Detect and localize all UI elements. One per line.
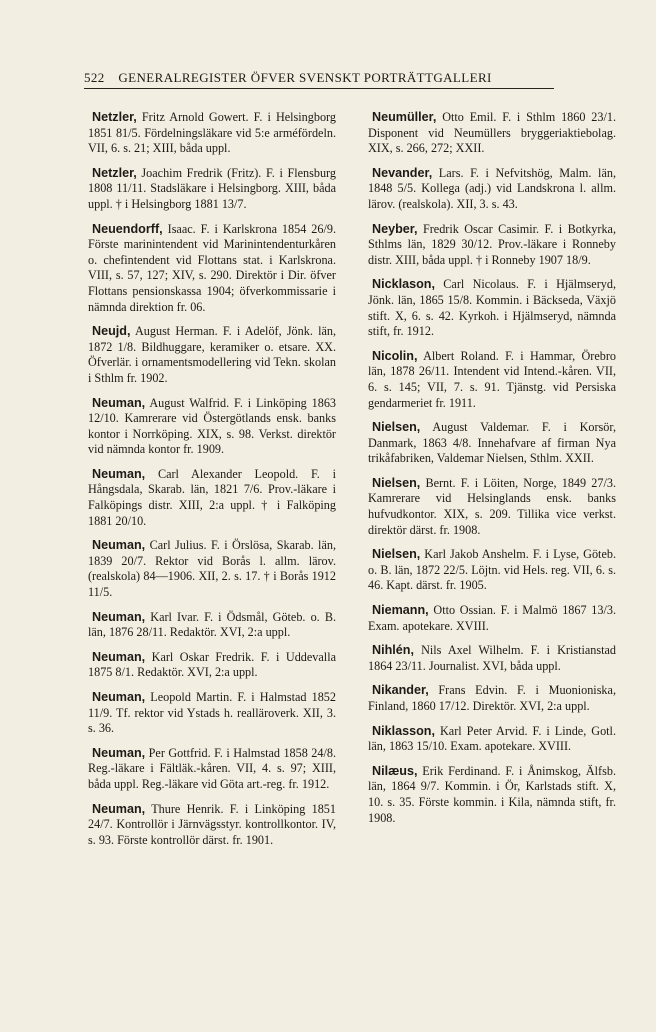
entry-surname: Neuman, (92, 609, 146, 624)
entry-surname: Neuman, (92, 466, 146, 481)
register-entry (368, 476, 616, 538)
entry-surname: Neuman, (92, 745, 146, 760)
entry-text: Carl Alexander Leopold. F. i Hångsdala, Skarab. län, 1821 7/6. Prov.-läkare i Falköpings distr. XIII, 2:a uppl. † i Falköping 1881 20/10. (88, 466, 336, 528)
register-entry (88, 396, 336, 458)
entry-surname: Neuman, (92, 690, 146, 704)
entry-text: Karl Peter Arvid. F. i Linde, Gotl. län, 1863 15/10. Exam. apotekare. XVIII. (368, 723, 616, 754)
entry-surname: Nevander, (372, 165, 433, 180)
entry-surname: Neyber, (372, 221, 418, 236)
register-entry (88, 802, 336, 849)
register-entry (88, 538, 336, 600)
page-number: 522 (84, 70, 105, 85)
left-column (88, 110, 336, 857)
entry-text: August Walfrid. F. i Linköping 1863 12/10. Kamrerare vid Östergötlands ensk. banks kontor i Norrköping. XIX, s. 98. Verkst. direktör vid nämnda kontor fr. 1909. (88, 395, 336, 457)
page-title: GENERALREGISTER ÖFVER SVENSKT PORTRÄTTGALLERI (118, 70, 492, 85)
register-entry (368, 724, 616, 755)
entry-surname: Niklasson, (372, 723, 435, 738)
entry-surname: Neuman, (92, 538, 146, 553)
register-entry (88, 610, 336, 641)
entry-surname: Netzler, (92, 110, 137, 124)
entry-surname: Nilæus, (372, 763, 418, 778)
entry-text: Thure Henrik. F. i Linköping 1851 24/7. Kontrollör i Järnvägsstyr. kontrollkontor. IV, s. 93. Förste kontrollör därst. fr. 1901. (88, 801, 336, 847)
entry-text: Leopold Martin. F. i Halmstad 1852 11/9. Tf. rektor vid Ystads h. realläroverk. XII, 3. s. 36. (88, 690, 336, 736)
entry-surname: Neujd, (92, 324, 131, 339)
register-entry (368, 349, 616, 411)
entry-text: Karl Ivar. F. i Ödsmål, Göteb. o. B. län, 1876 28/11. Redaktör. XVI, 2:a uppl. (88, 609, 336, 640)
register-entry (368, 603, 616, 634)
entry-surname: Neumüller, (372, 110, 437, 124)
page-header (84, 70, 554, 86)
register-entry (88, 650, 336, 681)
register-entry (368, 547, 616, 594)
register-entry (88, 222, 336, 316)
entry-text: Erik Ferdinand. F. i Ånimskog, Älfsb. län, 1864 9/7. Kommin. i Ör, Karlstads stift. X, 10. s. 35. Förste kommin. i Kila, nämnda stift, fr. 1908. (368, 763, 616, 825)
register-entry (368, 222, 616, 269)
entry-text: Per Gottfrid. F. i Halmstad 1858 24/8. Reg.-läkare i Fältläk.-kåren. VII, 4. s. 97; XIII, båda uppl. Reg.-läkare vid Göta art.-reg. fr. 1912. (88, 745, 336, 791)
entry-surname: Nielsen, (372, 420, 421, 435)
register-entry (88, 110, 336, 157)
register-entry (88, 166, 336, 213)
entry-text: Otto Ossian. F. i Malmö 1867 13/3. Exam. apotekare. XVIII. (368, 603, 616, 633)
entry-text: August Herman. F. i Adelöf, Jönk. län, 1872 1/8. Bildhuggare, keramiker o. etsare. XX. Öfverlär. i ornamentsmodellering vid Tekn. skolan i Sthlm fr. 1902. (88, 324, 336, 385)
entry-surname: Nicolin, (372, 348, 418, 363)
register-entry (88, 467, 336, 529)
entry-surname: Nielsen, (372, 475, 421, 490)
register-entry (88, 746, 336, 793)
entry-text: Carl Julius. F. i Örslösa, Skarab. län, 1839 20/7. Rektor vid Borås l. allm. lärov. (realskola) 84—1906. XII, 2. s. 17. † i Borås 1912 11/5. (88, 538, 336, 600)
right-column (368, 110, 616, 835)
entry-text: Fritz Arnold Gowert. F. i Helsingborg 1851 81/5. Fördelningsläkare vid 5:e arméfördeln. VII, 6. s. 21; XIII, båda uppl. (88, 110, 336, 156)
entry-text: Karl Jakob Anshelm. F. i Lyse, Göteb. o. B. län, 1872 22/5. Löjtn. vid Hels. reg. VII, 6. s. 46. Kapt. därst. fr. 1905. (368, 547, 616, 593)
register-entry (368, 643, 616, 674)
entry-text: Bernt. F. i Löiten, Norge, 1849 27/3. Kamrerare vid Helsinglands ensk. banks hufvudkontor. XIX, s. 209. Tillika vice verkst. direktör därst. fr. 1908. (368, 475, 616, 537)
register-entry (368, 420, 616, 467)
register-entry (88, 690, 336, 737)
entry-surname: Neuman, (92, 649, 146, 664)
entry-text: Joachim Fredrik (Fritz). F. i Flensburg 1808 11/11. Stadsläkare i Helsingborg. XIII, båda uppl. † i Helsingborg 1881 13/7. (88, 165, 336, 211)
register-entry (88, 324, 336, 386)
entry-surname: Neuendorff, (92, 221, 163, 236)
entry-text: Carl Nicolaus. F. i Hjälmseryd, Jönk. län, 1865 15/8. Kommin. i Bäckseda, Växjö stift. X, 6. s. 42. Kyrkoh. i Hjälmseryd, nämnda stift, fr. 1912. (368, 277, 616, 339)
entry-text: Isaac. F. i Karlskrona 1854 26/9. Förste marinintendent vid Marinintendenturkåren o. chefintendent vid Flottans stat. i Karlskrona. VIII, s. 57, 127; XIV, s. 290. Direktör i Dir. öfver Flottans pensionskassa 1904; öfverkommissarie i nämnda direktion fr. 06. (88, 221, 336, 314)
entry-text: Otto Emil. F. i Sthlm 1860 23/1. Disponent vid Neumüllers bryggeriaktiebolag. XIX, s. 266, 272; XXII. (368, 110, 616, 156)
entry-text: August Valdemar. F. i Korsör, Danmark, 1863 4/8. Innehafvare af firman Nya trikåfabriken, Valdemar Nielsen, Sthlm. XXII. (368, 420, 616, 466)
entry-surname: Niemann, (372, 603, 429, 618)
register-entry (368, 166, 616, 213)
entry-text: Nils Axel Wilhelm. F. i Kristianstad 1864 23/11. Journalist. XVI, båda uppl. (368, 643, 616, 673)
register-entry (368, 683, 616, 714)
entry-surname: Nicklason, (372, 277, 435, 292)
entry-text: Albert Roland. F. i Hammar, Örebro län, 1878 26/11. Intendent vid Intend.-kåren. VII, 6. s. 145; VII, 7. s. 91. Tjänstg. vid Persiska gendarmeriet fr. 1911. (368, 348, 616, 410)
entry-surname: Neuman, (92, 395, 146, 410)
header-rule (84, 88, 554, 89)
entry-text: Frans Edvin. F. i Muonioniska, Finland, 1860 17/12. Direktör. XVI, 2:a uppl. (368, 683, 616, 713)
register-entry (368, 110, 616, 157)
entry-surname: Nihlén, (372, 643, 414, 658)
entry-surname: Nikander, (372, 683, 429, 698)
entry-text: Lars. F. i Nefvitshög, Malm. län, 1848 5/5. Kollega (adj.) vid Landskrona l. allm. lärov. (realskola). XII, 3. s. 43. (368, 165, 616, 211)
entry-surname: Nielsen, (372, 547, 421, 562)
entry-surname: Netzler, (92, 165, 137, 180)
register-entry (368, 764, 616, 826)
register-entry (368, 277, 616, 339)
entry-text: Karl Oskar Fredrik. F. i Uddevalla 1875 8/1. Redaktör. XVI, 2:a uppl. (88, 649, 336, 680)
entry-text: Fredrik Oscar Casimir. F. i Botkyrka, Sthlms län, 1829 30/12. Prov.-läkare i Ronneby distr. XIII, båda uppl. † i Ronneby 1907 18/9. (368, 221, 616, 267)
entry-surname: Neuman, (92, 801, 146, 816)
